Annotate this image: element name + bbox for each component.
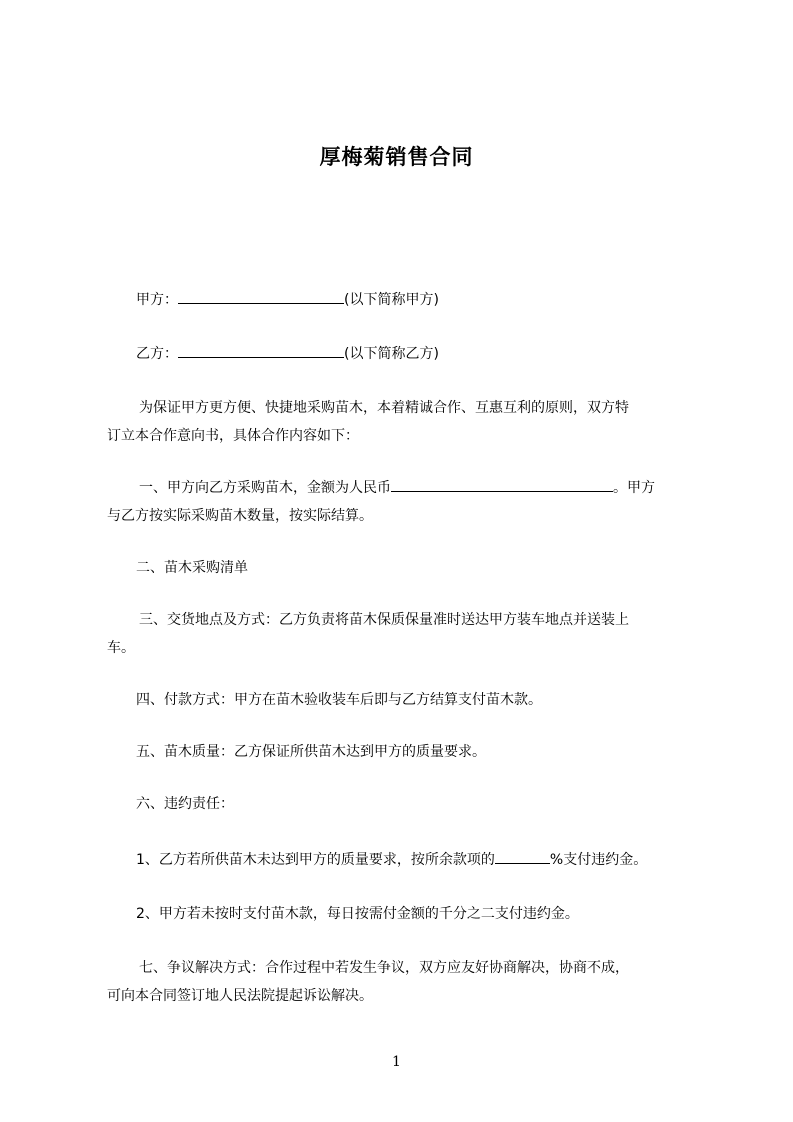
clause-5: 五、苗木质量：乙方保证所供苗木达到甲方的质量要求。: [136, 744, 486, 760]
clause-6-item-1-before: 1、乙方若所供苗木未达到甲方的质量要求，按所余款项的: [136, 852, 495, 868]
clause-2: 二、苗木采购清单: [136, 560, 248, 576]
clause-1-line-1: [139, 473, 739, 503]
clause-3-line-1: 三、交货地点及方式：乙方负责将苗木保质保量准时送达甲方装车地点并送装上: [139, 612, 629, 628]
clause-1-amount-blank[interactable]: [391, 477, 613, 492]
clause-3-line-2: 车。: [107, 640, 135, 656]
intro-line-1: 为保证甲方更方便、快捷地采购苗木，本着精诚合作、互惠互利的原则，双方特: [139, 400, 629, 416]
party-b-blank[interactable]: [178, 343, 344, 358]
clause-7-line-2: 可向本合同签订地人民法院提起诉讼解决。: [107, 988, 373, 1004]
party-b-label: 乙方：: [136, 346, 178, 362]
clause-6-item-1: [136, 845, 736, 875]
clause-6-heading: 六、违约责任：: [136, 796, 234, 812]
party-a-blank[interactable]: [178, 289, 344, 304]
party-b-suffix: (以下简称乙方): [344, 346, 439, 362]
clause-1-line-2: 与乙方按实际采购苗木数量，按实际结算。: [107, 508, 373, 524]
clause-1-text-after: 。甲方: [613, 480, 655, 496]
intro-line-2: 订立本合作意向书，具体合作内容如下：: [107, 428, 359, 444]
party-a-suffix: (以下简称甲方): [344, 292, 439, 308]
party-a-line: [136, 285, 736, 315]
document-title: 厚梅菊销售合同: [319, 145, 474, 169]
party-b-line: [136, 339, 736, 369]
page-number: 1: [392, 1054, 401, 1070]
clause-4: 四、付款方式：甲方在苗木验收装车后即与乙方结算支付苗木款。: [136, 692, 542, 708]
clause-6-item-2: 2、甲方若未按时支付苗木款，每日按需付金额的千分之二支付违约金。: [136, 906, 579, 922]
clause-1-text-before: 一、甲方向乙方采购苗木，金额为人民币: [139, 480, 391, 496]
clause-6-item-1-after: %支付违约金。: [549, 852, 648, 868]
clause-7-line-1: 七、争议解决方式：合作过程中若发生争议，双方应友好协商解决，协商不成，: [139, 960, 629, 976]
clause-6-percent-blank[interactable]: [495, 849, 550, 864]
party-a-label: 甲方：: [136, 292, 178, 308]
